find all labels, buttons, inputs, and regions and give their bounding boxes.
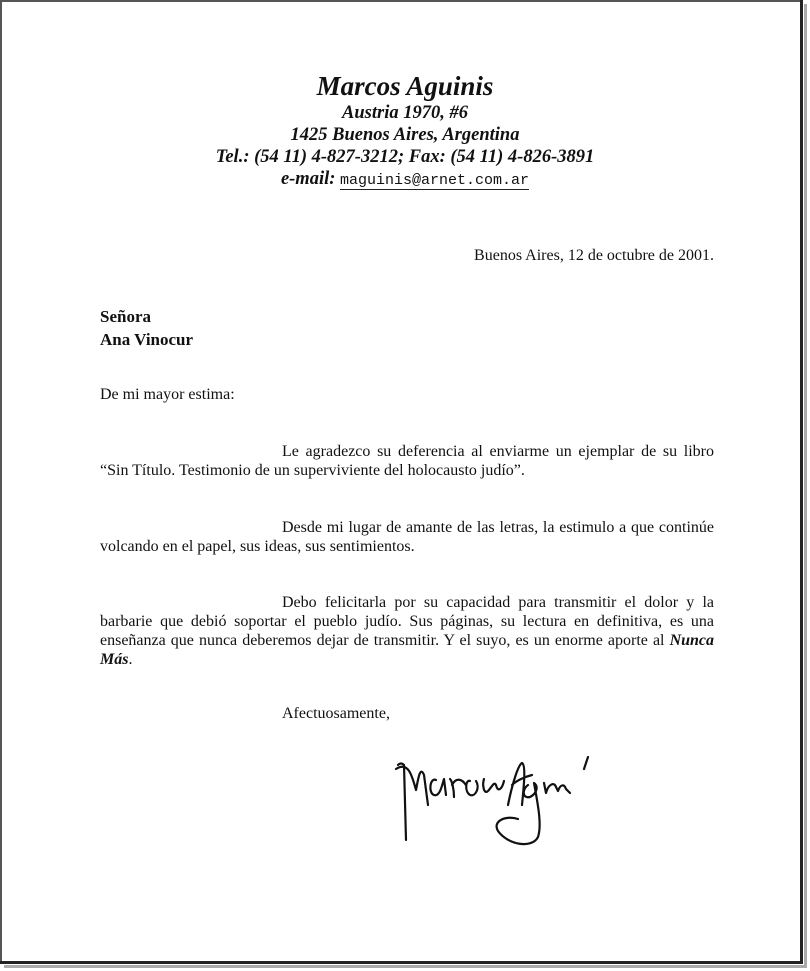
email-address: maguinis@arnet.com.ar xyxy=(340,172,530,189)
body-paragraph-1: Le agradezco su deferencia al enviarme un ejemplar de su libro “Sin Título. Testimonio de un superviviente del holocausto judío”. xyxy=(100,443,714,479)
sender-phone-fax: Tel.: (54 11) 4-827-3212; Fax: (54 11) 4-826-3891 xyxy=(215,147,595,167)
salutation: De mi mayor estima: xyxy=(100,386,235,403)
handwritten-signature xyxy=(388,745,628,865)
nunca-mas-emphasis: Nunca Más xyxy=(100,632,715,668)
sender-email-line xyxy=(0,168,810,192)
closing: Afectuosamente, xyxy=(282,705,390,722)
body-paragraph-3 xyxy=(100,593,714,669)
sender-city: 1425 Buenos Aires, Argentina xyxy=(290,125,520,145)
page-border-bottom xyxy=(0,961,803,964)
sender-address: Austria 1970, #6 xyxy=(342,103,468,123)
body-paragraph-2: Desde mi lugar de amante de las letras, la estimulo a que continúe volcando en el papel, sus ideas, sus sentimientos. xyxy=(100,519,714,555)
email-label: e-mail: xyxy=(280,169,336,189)
recipient-block xyxy=(100,305,193,351)
paragraph-3-end: . xyxy=(128,651,133,668)
recipient-title: Señora xyxy=(100,307,151,326)
recipient-name: Ana Vinocur xyxy=(100,330,194,349)
sender-name: Marcos Aguinis xyxy=(316,71,494,101)
letter-date: Buenos Aires, 12 de octubre de 2001. xyxy=(474,247,714,264)
letterhead xyxy=(0,70,810,192)
paragraph-3-text: Debo felicitarla por su capacidad para transmitir el dolor y la barbarie que debió soportar el pueblo judío. Sus páginas, su lectura en definitiva, es una enseñanza que nunca deberemos dejar de transmitir. Y el suyo, es un enorme aporte al xyxy=(100,594,714,649)
page-border-top xyxy=(0,0,800,2)
